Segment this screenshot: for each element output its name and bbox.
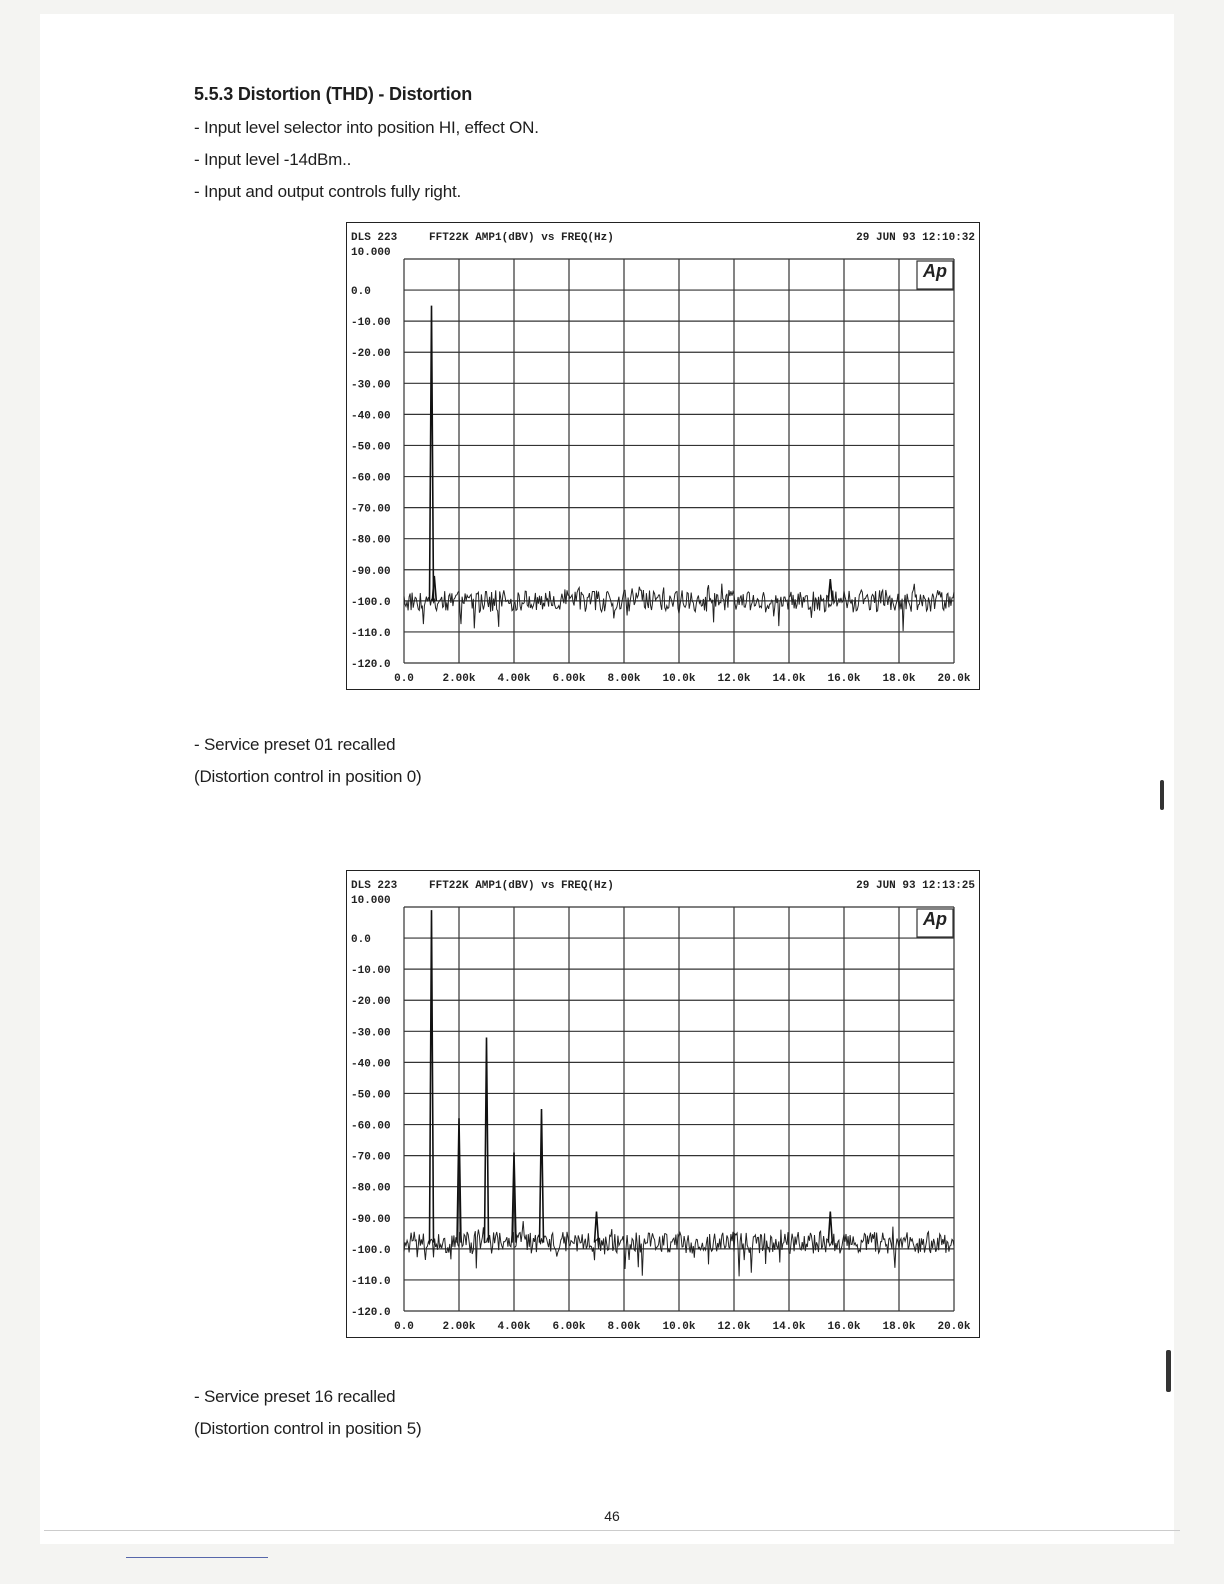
- spectrum-peak: [540, 1109, 544, 1243]
- x-tick-label: 12.0k: [717, 673, 751, 685]
- scan-mark: [1160, 780, 1164, 810]
- y-tick-label: -110.0: [351, 1275, 391, 1288]
- chart-header-timestamp: 29 JUN 93 12:13:25: [856, 880, 975, 892]
- x-tick-label: 14.0k: [772, 673, 806, 685]
- instruction-line-3: - Input and output controls fully right.: [194, 182, 461, 201]
- x-tick-label: 2.00k: [442, 1321, 476, 1333]
- spectrum-peak: [430, 910, 434, 1243]
- x-tick-label: 12.0k: [717, 1321, 751, 1333]
- x-tick-label: 6.00k: [552, 1321, 586, 1333]
- y-tick-label: -100.0: [351, 596, 391, 609]
- fft-chart-1-svg: [347, 223, 979, 689]
- spectrum-peak: [828, 1212, 832, 1243]
- y-tick-label: 10.000: [351, 895, 391, 907]
- x-tick-label: 18.0k: [882, 673, 916, 685]
- x-tick-label: 0.0: [394, 673, 414, 685]
- ap-logo: Ap: [923, 261, 947, 281]
- spectrum-peak: [595, 1212, 599, 1243]
- y-tick-label: -10.00: [351, 965, 391, 978]
- x-tick-label: 10.0k: [662, 1321, 696, 1333]
- chart-header-left: DLS 223: [351, 880, 398, 892]
- chart-header-title: FFT22K AMP1(dBV) vs FREQ(Hz): [429, 880, 614, 892]
- x-tick-label: 8.00k: [607, 673, 641, 685]
- y-tick-label: -70.00: [351, 503, 391, 516]
- spectrum-peak: [828, 579, 832, 601]
- y-tick-label: -50.00: [351, 1089, 391, 1102]
- y-tick-label: -30.00: [351, 1027, 391, 1040]
- fft-chart-2: [346, 870, 980, 1338]
- y-tick-label: 0.0: [351, 934, 371, 947]
- x-tick-label: 16.0k: [827, 673, 861, 685]
- spectrum-peak: [430, 306, 434, 601]
- chart-1-caption-line-2: (Distortion control in position 0): [194, 767, 422, 786]
- chart-2-caption-line-1: - Service preset 16 recalled: [194, 1387, 396, 1406]
- y-tick-label: -110.0: [351, 627, 391, 640]
- x-tick-label: 4.00k: [497, 673, 531, 685]
- y-tick-label: -20.00: [351, 996, 391, 1009]
- section-heading: 5.5.3 Distortion (THD) - Distortion: [194, 84, 472, 104]
- y-tick-label: -10.00: [351, 317, 391, 330]
- instruction-line-2: - Input level -14dBm..: [194, 150, 352, 169]
- x-tick-label: 8.00k: [607, 1321, 641, 1333]
- y-tick-label: -40.00: [351, 410, 391, 423]
- y-tick-label: -20.00: [351, 348, 391, 361]
- instruction-line-1: - Input level selector into position HI, effect ON.: [194, 118, 539, 137]
- scan-mark: [1166, 1350, 1171, 1392]
- y-tick-label: 10.000: [351, 247, 391, 259]
- y-tick-label: 0.0: [351, 286, 371, 299]
- y-tick-label: -70.00: [351, 1151, 391, 1164]
- y-tick-label: -120.0: [351, 1307, 391, 1319]
- fft-chart-2-svg: [347, 871, 979, 1337]
- ap-logo: Ap: [923, 909, 947, 929]
- spectrum-peak: [485, 1038, 489, 1243]
- y-tick-label: -40.00: [351, 1058, 391, 1071]
- y-tick-label: -120.0: [351, 659, 391, 671]
- y-tick-label: -60.00: [351, 1120, 391, 1133]
- x-tick-label: 20.0k: [937, 673, 971, 685]
- x-tick-label: 4.00k: [497, 1321, 531, 1333]
- fft-chart-1: [346, 222, 980, 690]
- y-tick-label: -80.00: [351, 1182, 391, 1195]
- x-tick-label: 18.0k: [882, 1321, 916, 1333]
- y-tick-label: -90.00: [351, 1213, 391, 1226]
- y-tick-label: -30.00: [351, 379, 391, 392]
- x-tick-label: 10.0k: [662, 673, 696, 685]
- y-tick-label: -80.00: [351, 534, 391, 547]
- x-tick-label: 20.0k: [937, 1321, 971, 1333]
- x-tick-label: 16.0k: [827, 1321, 861, 1333]
- chart-header-timestamp: 29 JUN 93 12:10:32: [856, 232, 975, 244]
- corner-rule: [126, 1557, 268, 1558]
- x-tick-label: 14.0k: [772, 1321, 806, 1333]
- chart-header-left: DLS 223: [351, 232, 398, 244]
- y-tick-label: -50.00: [351, 441, 391, 454]
- chart-1-caption-line-1: - Service preset 01 recalled: [194, 735, 396, 754]
- page-number: 46: [604, 1508, 620, 1524]
- x-tick-label: 6.00k: [552, 673, 586, 685]
- chart-2-caption-line-2: (Distortion control in position 5): [194, 1419, 422, 1438]
- y-tick-label: -60.00: [351, 472, 391, 485]
- y-tick-label: -100.0: [351, 1244, 391, 1257]
- x-tick-label: 0.0: [394, 1321, 414, 1333]
- footer-rule: [44, 1530, 1180, 1531]
- y-tick-label: -90.00: [351, 565, 391, 578]
- x-tick-label: 2.00k: [442, 673, 476, 685]
- chart-header-title: FFT22K AMP1(dBV) vs FREQ(Hz): [429, 232, 614, 244]
